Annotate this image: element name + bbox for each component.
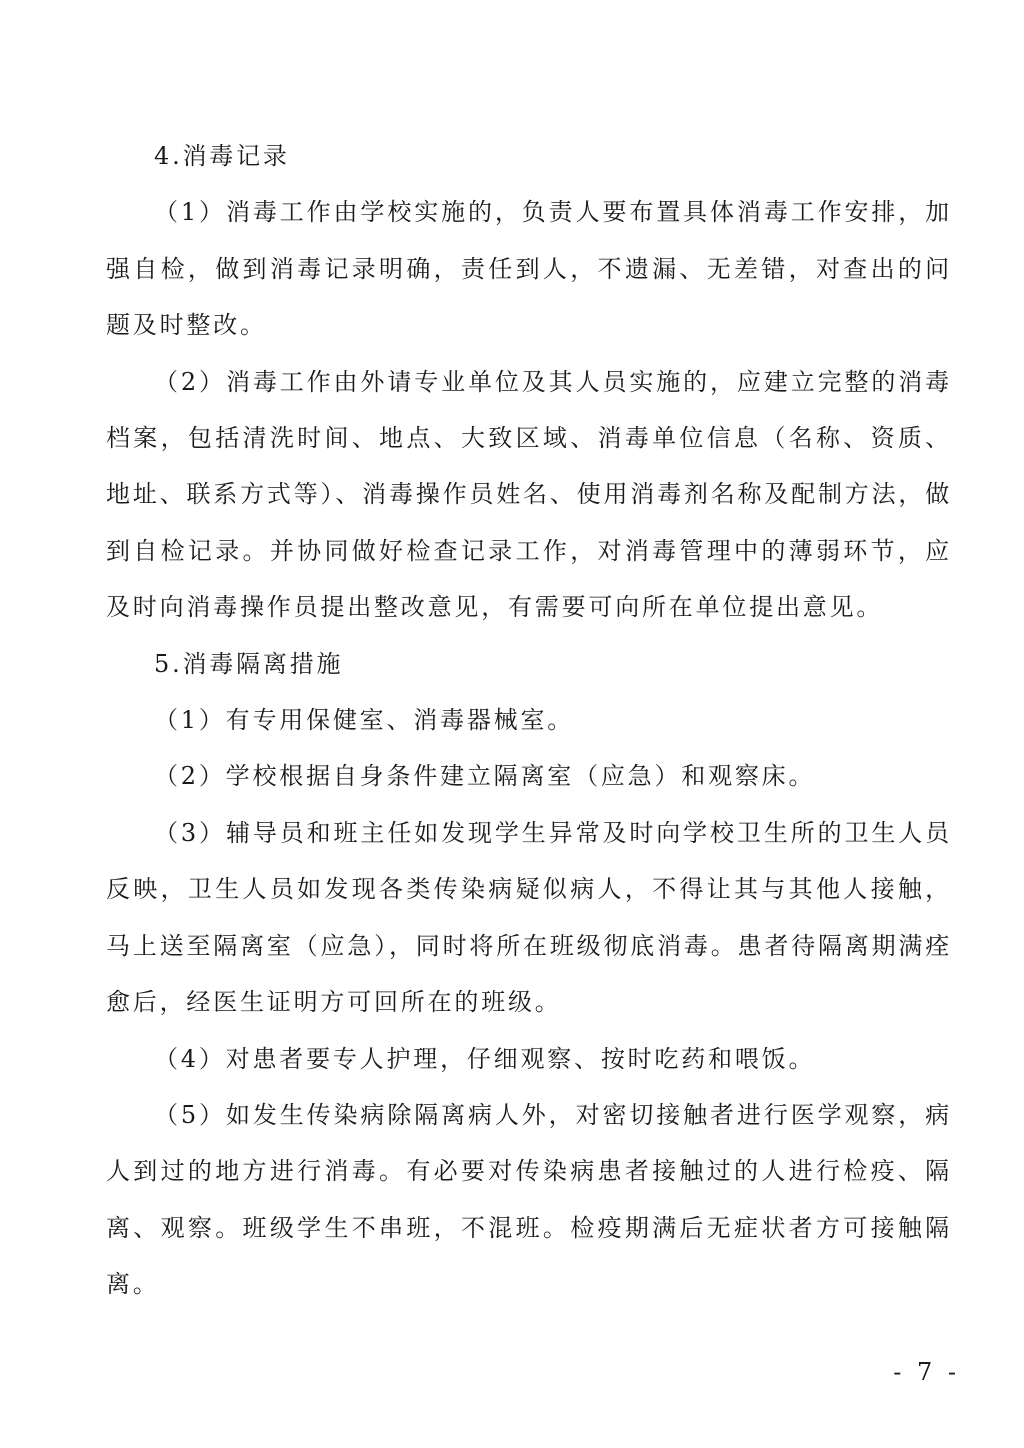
paragraph-dedicated-rooms: （1）有专用保健室、消毒器械室。 — [154, 706, 575, 735]
paragraph-patient-care: （4）对患者要专人护理，仔细观察、按时吃药和喂饭。 — [154, 1044, 816, 1073]
paragraph-close-contacts: （5）如发生传染病除隔离病人外，对密切接触者进行医学观察，病人到过的地方进行消毒。有必要对传染病患者接触过的人进行检疫、隔离、观察。班级学生不串班，不混班。检疫期满后无症状者方可接触隔离。 — [106, 1100, 952, 1299]
section-heading-isolation-measures: 5.消毒隔离措施 — [154, 649, 344, 678]
page-number: - 7 - — [893, 1358, 960, 1386]
section-heading-disinfection-records: 4.消毒记录 — [154, 142, 290, 170]
paragraph-abnormal-report: （3）辅导员和班主任如发现学生异常及时向学校卫生所的卫生人员反映，卫生人员如发现各类传染病疑似病人，不得让其与其他人接触，马上送至隔离室（应急），同时将所在班级彻底消毒。患者待隔离期满痊愈后，经医生证明方可回所在的班级。 — [106, 818, 952, 1017]
paragraph-external-disinfection: （2）消毒工作由外请专业单位及其人员实施的，应建立完整的消毒档案，包括清洗时间、地点、大致区域、消毒单位信息（名称、资质、地址、联系方式等）、消毒操作员姓名、使用消毒剂名称及配制方法，做到自检记录。并协同做好检查记录工作，对消毒管理中的薄弱环节，应及时向消毒操作员提出整改意见，有需要可向所在单位提出意见。 — [106, 367, 952, 622]
paragraph-isolation-room: （2）学校根据自身条件建立隔离室（应急）和观察床。 — [154, 762, 816, 791]
document-body — [106, 128, 952, 1313]
paragraph-school-disinfection: （1）消毒工作由学校实施的，负责人要布置具体消毒工作安排，加强自检，做到消毒记录明确，责任到人，不遗漏、无差错，对查出的问题及时整改。 — [106, 198, 952, 340]
